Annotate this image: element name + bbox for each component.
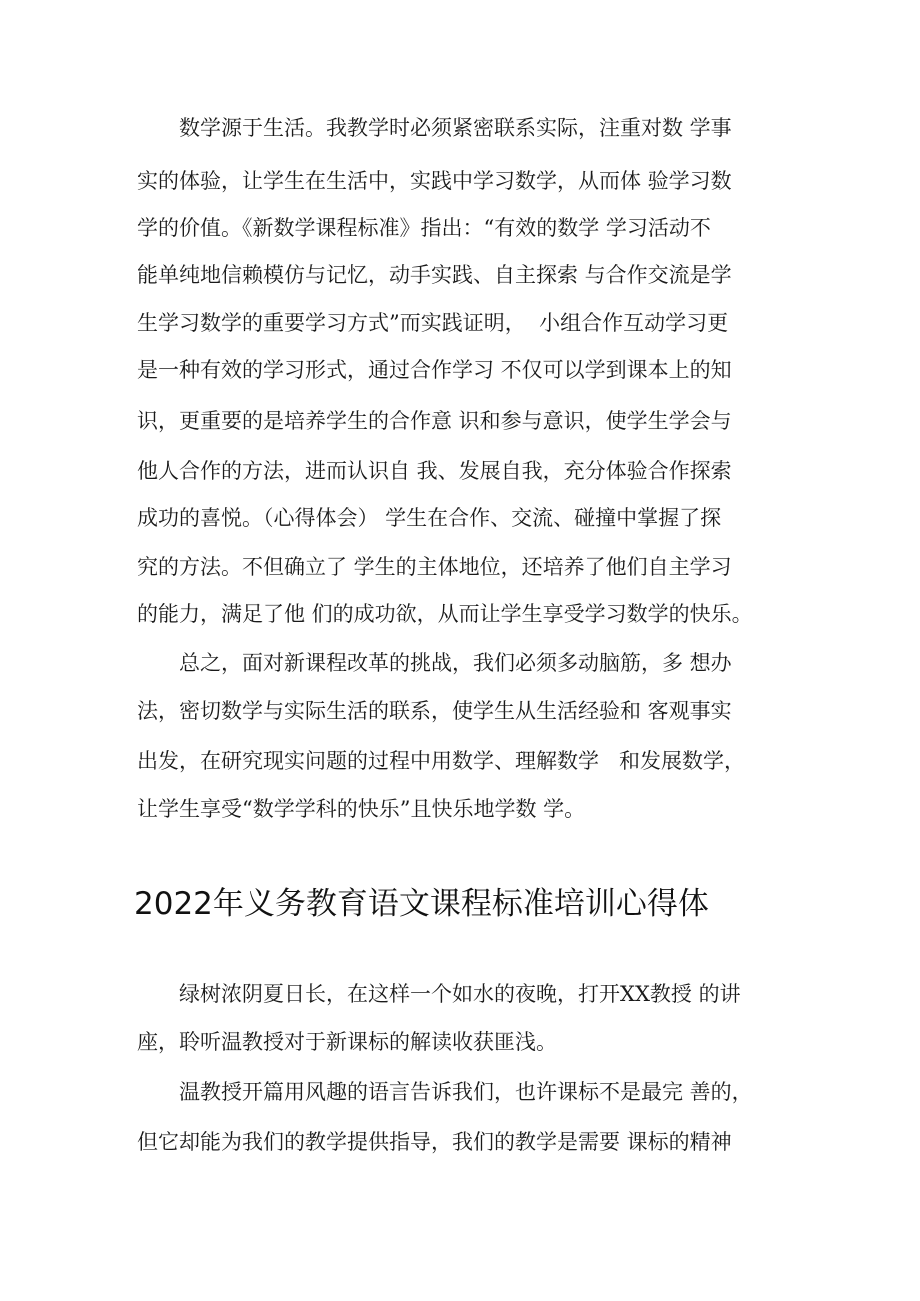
body-text-line: 学的价值。《新数学课程标准》指出：“有效的数学 学习活动不: [137, 216, 711, 240]
body-text-line: 能单纯地信赖模仿与记忆，动手实践、自主探索 与合作交流是学: [137, 263, 732, 287]
body-text-line: 但它却能为我们的教学提供指导，我们的教学是需要 课标的精神: [137, 1130, 732, 1154]
body-text-line: 成功的喜悦。（心得体会） 学生在合作、交流、碰撞中掌握了探: [137, 506, 722, 530]
body-text-line: 的能力，满足了他 们的成功欲，从而让学生享受学习数学的快乐。: [137, 602, 753, 626]
body-text-line: 究的方法。不但确立了 学生的主体地位，还培养了他们自主学习: [137, 555, 732, 579]
body-text-line: 识，更重要的是培养学生的合作意 识和参与意识，使学生学会与: [137, 409, 732, 433]
body-text-line: 出发，在研究现实问题的过程中用数学、理解数学 和发展数学，: [137, 749, 746, 773]
body-text-line: 让学生享受“数学学科的快乐”且快乐地学数 学。: [137, 797, 586, 821]
body-text-line: 温教授开篇用风趣的语言告诉我们，也许课标不是最完 善的，: [137, 1080, 753, 1104]
body-text-line: 他人合作的方法，进而认识自 我、发展自我，充分体验合作探索: [137, 459, 732, 483]
body-text-line: 绿树浓阴夏日长，在这样一个如水的夜晚，打开XX教授 的讲: [137, 982, 741, 1006]
body-text-line: 实的体验，让学生在生活中，实践中学习数学，从而体 验学习数: [137, 169, 732, 193]
body-text-line: 生学习数学的重要学习方式”而实践证明， 小组合作互动学习更: [137, 311, 729, 335]
body-text-line: 法，密切数学与实际生活的联系，使学生从生活经验和 客观事实: [137, 699, 732, 723]
body-text-line: 总之，面对新课程改革的挑战，我们必须多动脑筋，多 想办: [137, 651, 732, 675]
body-text-line: 座，聆听温教授对于新课标的解读收获匪浅。: [137, 1030, 557, 1054]
section-heading: 2022年义务教育语文课程标准培训心得体: [134, 886, 709, 922]
body-text-line: 数学源于生活。我教学时必须紧密联系实际，注重对数 学事: [137, 116, 732, 140]
body-text-line: 是一种有效的学习形式，通过合作学习 不仅可以学到课本上的知: [137, 358, 732, 382]
